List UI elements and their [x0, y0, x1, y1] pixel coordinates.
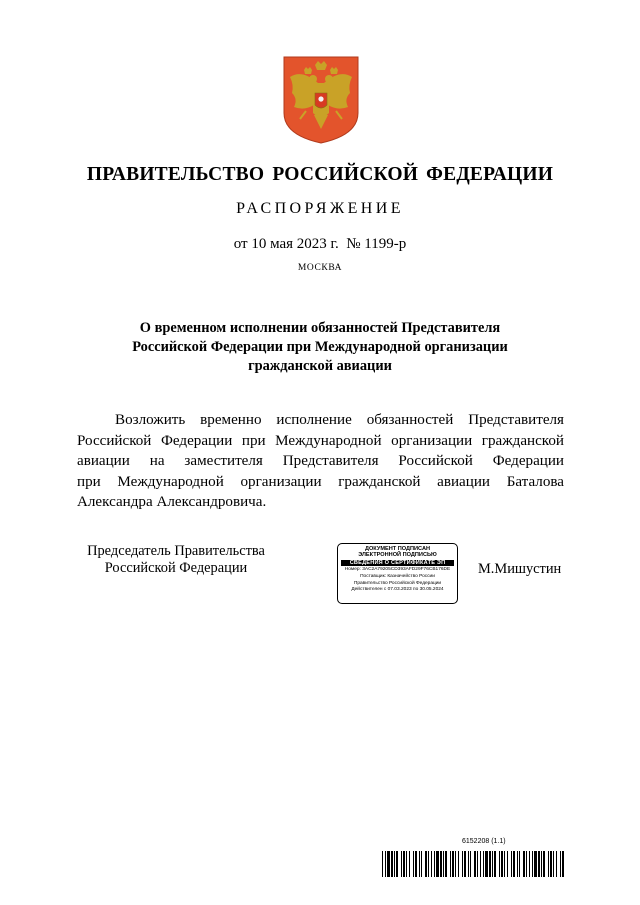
document-date-number: от 10 мая 2023 г. № 1199-р: [233, 236, 407, 252]
electronic-signature-stamp: [337, 543, 458, 604]
stamp-title: [338, 546, 457, 559]
body-line: авиации на заместителя Представителя Российской Федерации: [77, 453, 564, 470]
stamp-title-line: ЭЛЕКТРОННОЙ ПОДПИСЬЮ: [358, 552, 437, 559]
stamp-title-line: ДОКУМЕНТ ПОДПИСАН: [364, 546, 431, 552]
subject-line: гражданской авиации: [248, 358, 392, 374]
body-line: Российской Федерации при Международной организации гражданской: [77, 432, 564, 449]
body-line: Александра Александровича.: [77, 494, 267, 511]
signer-position: [70, 543, 282, 577]
body-line: Возложить временно исполнение обязанностей Представителя: [115, 412, 564, 428]
barcode-icon: [382, 851, 564, 877]
signer-name: М.Мишустин: [478, 561, 562, 577]
subject-line: О временном исполнении обязанностей Представителя: [139, 320, 501, 336]
barcode-number: 6152208 (1.1): [462, 838, 506, 845]
stamp-serial: Номер: 3AC2A79205CD393AFD29F76CB176DE: [344, 567, 451, 573]
subject-line: Российской Федерации при Международной организации: [132, 339, 508, 355]
stamp-validity: Действителен с 07.03.2023 по 30.05.2024: [351, 587, 444, 593]
stamp-owner: Правительство Российской Федерации: [353, 580, 442, 586]
barcode: [382, 851, 564, 877]
stamp-supplier: Поставщик: Казначейство России: [360, 574, 435, 579]
coat-of-arms-emblem: [280, 55, 362, 145]
document-type: РАСПОРЯЖЕНИЕ: [236, 200, 404, 217]
signer-position-line: Российской Федерации: [104, 560, 248, 576]
document-body: [77, 410, 564, 513]
government-title: ПРАВИТЕЛЬСТВО РОССИЙСКОЙ ФЕДЕРАЦИИ: [86, 164, 554, 185]
signer-position-line: Председатель Правительства: [87, 543, 265, 559]
stamp-certificate-bar: СВЕДЕНИЯ О СЕРТИФИКАТЕ ЭП: [341, 560, 454, 567]
body-line: при Международной организации гражданской авиации Баталова: [77, 473, 564, 490]
document-subject: [100, 319, 540, 376]
document-city: МОСКВА: [297, 263, 343, 273]
russian-coat-of-arms-icon: [280, 55, 362, 145]
